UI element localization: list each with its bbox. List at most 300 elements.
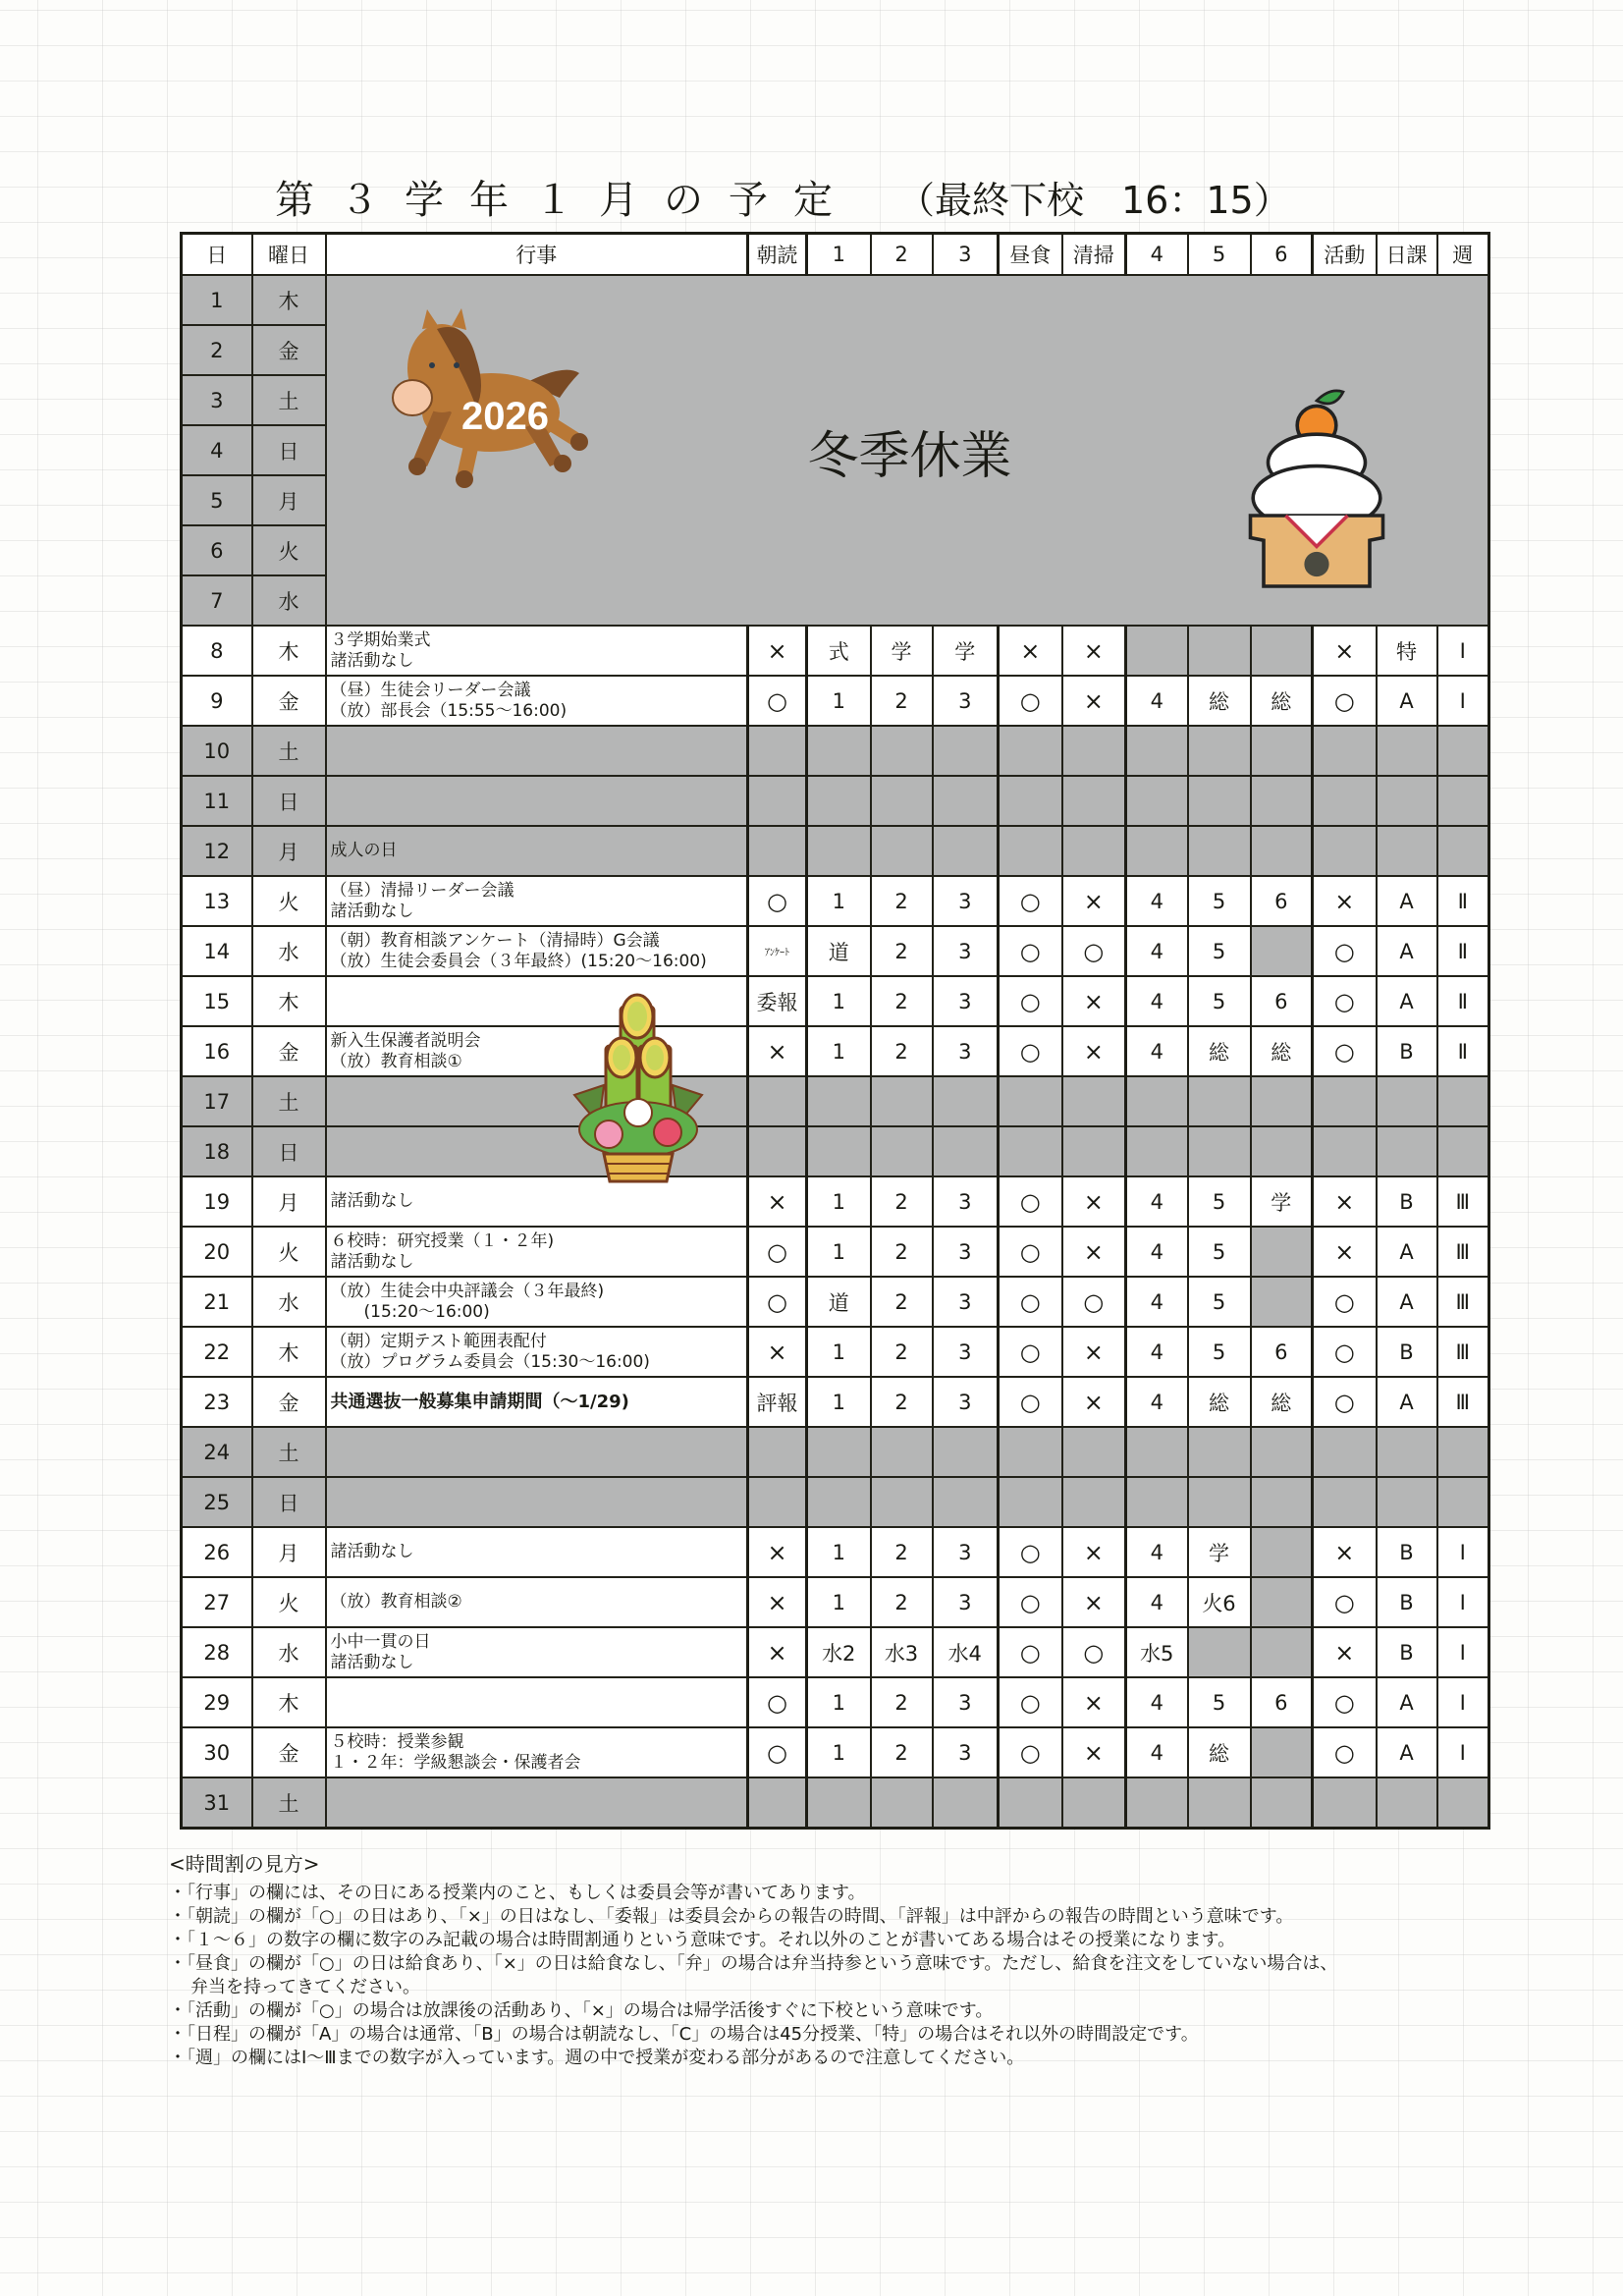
period-cell: 1 (807, 1026, 871, 1076)
period-cell (1313, 776, 1377, 826)
period-cell: 総 (1251, 1377, 1313, 1427)
period-cell (1251, 926, 1313, 976)
period-cell: 4 (1126, 1026, 1188, 1076)
period-cell: ○ (1313, 1677, 1377, 1727)
weekday: 火 (252, 1227, 326, 1277)
period-cell: 学 (933, 626, 999, 676)
day-number: 17 (182, 1076, 252, 1126)
event-line: （朝）定期テスト範囲表配付 (330, 1331, 547, 1351)
page-title (275, 169, 1453, 224)
period-cell (1377, 1427, 1437, 1477)
event-line: （放）教育相談② (330, 1592, 462, 1612)
period-cell (999, 1427, 1062, 1477)
period-cell: 学 (1188, 1527, 1251, 1577)
period-cell (1188, 1076, 1251, 1126)
period-cell (1437, 1427, 1489, 1477)
period-cell: × (1313, 1176, 1377, 1227)
weekday: 金 (252, 325, 326, 375)
period-cell: × (1062, 1026, 1126, 1076)
period-cell: 総 (1251, 1026, 1313, 1076)
period-cell (1251, 1126, 1313, 1176)
weekday: 木 (252, 626, 326, 676)
period-cell: Ⅱ (1437, 926, 1489, 976)
period-cell: 2 (871, 876, 933, 926)
period-cell (1251, 1727, 1313, 1777)
legend-notes (169, 1852, 1504, 2070)
event-cell (326, 1577, 748, 1627)
table-row (182, 1427, 1489, 1477)
table-row (182, 676, 1489, 726)
event-cell (326, 1627, 748, 1677)
period-cell: 5 (1188, 926, 1251, 976)
period-cell (1377, 1477, 1437, 1527)
period-cell: ○ (999, 1727, 1062, 1777)
period-cell (807, 1126, 871, 1176)
period-cell: ○ (748, 676, 807, 726)
period-cell: 総 (1188, 1727, 1251, 1777)
period-cell (1437, 826, 1489, 876)
period-cell: × (1313, 1227, 1377, 1277)
weekday: 月 (252, 475, 326, 525)
day-number: 7 (182, 575, 252, 626)
period-cell: ○ (999, 1227, 1062, 1277)
period-cell (1251, 1777, 1313, 1829)
period-cell (933, 826, 999, 876)
day-number: 1 (182, 275, 252, 325)
event-cell (326, 876, 748, 926)
period-cell (1188, 1427, 1251, 1477)
event-cell (326, 626, 748, 676)
period-cell (1126, 726, 1188, 776)
notes-heading: <時間割の見方> (169, 1852, 320, 1876)
period-cell (1377, 1126, 1437, 1176)
period-cell: × (999, 626, 1062, 676)
period-cell: 5 (1188, 1176, 1251, 1227)
period-cell (1377, 826, 1437, 876)
weekday: 金 (252, 676, 326, 726)
event-line: １・２年：学級懇談会・保護者会 (330, 1752, 581, 1773)
event-line: （昼）生徒会リーダー会議 (330, 680, 531, 700)
weekday: 金 (252, 1377, 326, 1427)
horse-2026-icon (378, 304, 614, 491)
period-cell: 5 (1188, 1227, 1251, 1277)
table-row (182, 1627, 1489, 1677)
period-cell (807, 1477, 871, 1527)
period-cell: 1 (807, 876, 871, 926)
table-row (182, 826, 1489, 876)
period-cell: × (748, 1026, 807, 1076)
period-cell: 2 (871, 1176, 933, 1227)
period-cell: × (748, 1527, 807, 1577)
period-cell (807, 726, 871, 776)
period-cell: 特 (1377, 626, 1437, 676)
period-cell: 3 (933, 976, 999, 1026)
event-line: 諸活動なし (330, 1542, 414, 1561)
period-cell (1126, 1076, 1188, 1126)
table-row (182, 776, 1489, 826)
period-cell (1251, 726, 1313, 776)
weekday: 土 (252, 1427, 326, 1477)
period-cell: B (1377, 1327, 1437, 1377)
period-cell: 5 (1188, 876, 1251, 926)
period-cell (1126, 626, 1188, 676)
table-row (182, 726, 1489, 776)
period-cell: 5 (1188, 1677, 1251, 1727)
table-row (182, 1477, 1489, 1527)
period-cell: 総 (1188, 1026, 1251, 1076)
period-cell: Ⅲ (1437, 1176, 1489, 1227)
period-cell (1313, 1427, 1377, 1477)
period-cell: 4 (1126, 1327, 1188, 1377)
period-cell: ○ (1313, 976, 1377, 1026)
event-line: （朝）教育相談アンケート（清掃時）G会議 (330, 930, 660, 951)
period-cell (1062, 1477, 1126, 1527)
period-cell: A (1377, 1727, 1437, 1777)
weekday: 水 (252, 1277, 326, 1327)
event-line: 諸活動なし (330, 1652, 414, 1672)
period-cell (1251, 1227, 1313, 1277)
period-cell (748, 1777, 807, 1829)
day-number: 18 (182, 1126, 252, 1176)
period-cell: 学 (1251, 1176, 1313, 1227)
period-cell (748, 776, 807, 826)
period-cell: ○ (999, 1677, 1062, 1727)
period-cell: ○ (999, 1026, 1062, 1076)
table-row (182, 1727, 1489, 1777)
event-cell (326, 776, 748, 826)
event-cell (326, 826, 748, 876)
period-cell: A (1377, 676, 1437, 726)
period-cell (1313, 1076, 1377, 1126)
weekday: 月 (252, 826, 326, 876)
day-number: 5 (182, 475, 252, 525)
period-cell (871, 726, 933, 776)
weekday: 木 (252, 1677, 326, 1727)
table-row (182, 626, 1489, 676)
period-cell: A (1377, 1227, 1437, 1277)
period-cell: ○ (999, 1527, 1062, 1577)
period-cell (871, 826, 933, 876)
period-cell (1377, 776, 1437, 826)
period-cell: ○ (999, 926, 1062, 976)
period-cell: ○ (1313, 1577, 1377, 1627)
period-cell: 5 (1188, 976, 1251, 1026)
period-cell: 2 (871, 1327, 933, 1377)
event-cell (326, 1727, 748, 1777)
period-cell: 水2 (807, 1627, 871, 1677)
period-cell: × (1313, 876, 1377, 926)
period-cell: 4 (1126, 676, 1188, 726)
day-number: 29 (182, 1677, 252, 1727)
period-cell: A (1377, 1377, 1437, 1427)
period-cell (807, 776, 871, 826)
weekday: 日 (252, 425, 326, 475)
day-number: 4 (182, 425, 252, 475)
winter-break-label: 冬季休業 (807, 426, 1012, 486)
weekday: 火 (252, 525, 326, 575)
period-cell: ○ (999, 876, 1062, 926)
weekday: 土 (252, 375, 326, 425)
period-cell: Ⅲ (1437, 1277, 1489, 1327)
event-line: 諸活動なし (330, 650, 414, 671)
period-cell: ○ (748, 876, 807, 926)
period-cell: Ⅰ (1437, 626, 1489, 676)
period-cell: 6 (1251, 1327, 1313, 1377)
table-row (182, 1126, 1489, 1176)
weekday: 日 (252, 776, 326, 826)
event-cell (326, 1527, 748, 1577)
period-cell: × (1313, 1527, 1377, 1577)
col-period-6: 6 (1251, 234, 1313, 276)
event-line: 諸活動なし (330, 901, 414, 921)
col-lunch: 昼食 (999, 234, 1062, 276)
period-cell: 2 (871, 1277, 933, 1327)
period-cell: Ⅱ (1437, 876, 1489, 926)
period-cell: 6 (1251, 1677, 1313, 1727)
day-number: 11 (182, 776, 252, 826)
event-line: ３学期始業式 (330, 629, 431, 650)
period-cell: 1 (807, 1227, 871, 1277)
event-line: 諸活動なし (330, 1251, 414, 1272)
period-cell: 3 (933, 1227, 999, 1277)
period-cell: × (1062, 1677, 1126, 1727)
period-cell (1126, 776, 1188, 826)
period-cell: × (1062, 1327, 1126, 1377)
weekday: 月 (252, 1527, 326, 1577)
period-cell: 3 (933, 1377, 999, 1427)
day-number: 27 (182, 1577, 252, 1627)
period-cell: ○ (1313, 926, 1377, 976)
period-cell (1126, 1126, 1188, 1176)
table-row (182, 275, 1489, 325)
period-cell (1437, 1126, 1489, 1176)
period-cell (1188, 1477, 1251, 1527)
period-cell: A (1377, 926, 1437, 976)
period-cell: 2 (871, 1577, 933, 1627)
period-cell (1126, 1777, 1188, 1829)
table-row (182, 1377, 1489, 1427)
period-cell (871, 1427, 933, 1477)
event-cell (326, 1227, 748, 1277)
weekday: 木 (252, 976, 326, 1026)
event-line: ６校時：研究授業（１・２年) (330, 1230, 555, 1251)
table-row (182, 1176, 1489, 1227)
table-row (182, 1527, 1489, 1577)
weekday: 火 (252, 876, 326, 926)
kadomatsu-icon (565, 987, 712, 1183)
period-cell (1126, 826, 1188, 876)
table-row (182, 1327, 1489, 1377)
period-cell: 4 (1126, 1527, 1188, 1577)
period-cell (748, 726, 807, 776)
period-cell (871, 1126, 933, 1176)
period-cell: 3 (933, 1527, 999, 1577)
period-cell: B (1377, 1527, 1437, 1577)
event-line: （放）プログラム委員会（15:30～16:00) (330, 1351, 650, 1372)
period-cell (1188, 626, 1251, 676)
period-cell (999, 826, 1062, 876)
period-cell: 総 (1188, 676, 1251, 726)
col-period-1: 1 (807, 234, 871, 276)
schedule-table (180, 232, 1490, 1830)
period-cell: 4 (1126, 1727, 1188, 1777)
day-number: 25 (182, 1477, 252, 1527)
period-cell: 3 (933, 926, 999, 976)
period-cell: 2 (871, 1227, 933, 1277)
period-cell: 学 (871, 626, 933, 676)
title-main: 第３学年１月の予定 (275, 177, 858, 223)
period-cell: 評報 (748, 1377, 807, 1427)
period-cell: 5 (1188, 1277, 1251, 1327)
day-number: 8 (182, 626, 252, 676)
period-cell (1062, 1126, 1126, 1176)
col-period-2: 2 (871, 234, 933, 276)
note-item: ・「活動」の欄が「○」の場合は放課後の活動あり、「×」の場合は帰学活後すぐに下校という意味です。 (169, 2000, 994, 2021)
period-cell (1251, 1427, 1313, 1477)
event-line: 新入生保護者説明会 (330, 1030, 481, 1051)
period-cell (1377, 1777, 1437, 1829)
day-number: 13 (182, 876, 252, 926)
note-item: ・「朝読」の欄が「○」の日はあり、「×」の日はなし、「委報」は委員会からの報告の時間、「評報」は中評からの報告の時間という意味です。 (169, 1906, 1294, 1927)
period-cell (933, 726, 999, 776)
period-cell: × (748, 1176, 807, 1227)
period-cell: 2 (871, 926, 933, 976)
period-cell (1188, 726, 1251, 776)
table-row (182, 1277, 1489, 1327)
period-cell: ○ (1062, 1277, 1126, 1327)
col-period-3: 3 (933, 234, 999, 276)
period-cell (1313, 1477, 1377, 1527)
period-cell (933, 776, 999, 826)
period-cell: 1 (807, 1577, 871, 1627)
period-cell (1062, 1427, 1126, 1477)
period-cell: 水5 (1126, 1627, 1188, 1677)
winter-break-block (326, 275, 1489, 626)
period-cell (1062, 1777, 1126, 1829)
period-cell (1437, 1076, 1489, 1126)
period-cell: 1 (807, 1327, 871, 1377)
period-cell: × (1313, 626, 1377, 676)
period-cell: 3 (933, 1577, 999, 1627)
period-cell (1062, 826, 1126, 876)
table-row (182, 926, 1489, 976)
day-number: 10 (182, 726, 252, 776)
period-cell (1062, 726, 1126, 776)
period-cell: 4 (1126, 1227, 1188, 1277)
period-cell: 6 (1251, 876, 1313, 926)
period-cell: 3 (933, 676, 999, 726)
period-cell: × (1062, 876, 1126, 926)
table-row (182, 1227, 1489, 1277)
period-cell: 3 (933, 876, 999, 926)
event-line: 小中一貫の日 (330, 1631, 431, 1652)
period-cell: 2 (871, 1677, 933, 1727)
period-cell (807, 1777, 871, 1829)
period-cell: ○ (999, 1327, 1062, 1377)
period-cell: 2 (871, 976, 933, 1026)
period-cell: ○ (1062, 926, 1126, 976)
period-cell: × (1062, 1527, 1126, 1577)
period-cell (999, 776, 1062, 826)
period-cell (1313, 726, 1377, 776)
period-cell (1062, 776, 1126, 826)
period-cell (1437, 776, 1489, 826)
period-cell (1251, 1076, 1313, 1126)
period-cell (748, 1076, 807, 1126)
weekday: 火 (252, 1577, 326, 1627)
event-line: (15:20～16:00) (330, 1301, 490, 1322)
period-cell: B (1377, 1176, 1437, 1227)
event-cell (326, 1176, 748, 1227)
day-number: 22 (182, 1327, 252, 1377)
period-cell (1377, 1076, 1437, 1126)
col-weekday: 曜日 (252, 234, 326, 276)
col-morning-reading: 朝読 (748, 234, 807, 276)
day-number: 6 (182, 525, 252, 575)
event-line: ５校時：授業参観 (330, 1731, 464, 1752)
period-cell (1313, 1777, 1377, 1829)
weekday: 土 (252, 1076, 326, 1126)
day-number: 28 (182, 1627, 252, 1677)
period-cell: × (1062, 1727, 1126, 1777)
period-cell (1437, 1477, 1489, 1527)
note-item: 弁当を持ってきてください。 (190, 1977, 420, 1997)
weekday: 水 (252, 575, 326, 626)
period-cell: 1 (807, 1377, 871, 1427)
period-cell: 道 (807, 926, 871, 976)
period-cell (999, 726, 1062, 776)
period-cell (933, 1126, 999, 1176)
event-line: （放）生徒会中央評議会（３年最終) (330, 1281, 605, 1301)
period-cell: 3 (933, 1026, 999, 1076)
period-cell: ○ (999, 1176, 1062, 1227)
period-cell: 1 (807, 1727, 871, 1777)
period-cell (1188, 826, 1251, 876)
note-item: ・「週」の欄にはⅠ～Ⅲまでの数字が入っています。週の中で授業が変わる部分があるので注意してください。 (169, 2048, 1025, 2068)
period-cell: × (1313, 1627, 1377, 1677)
period-cell: ○ (1313, 1377, 1377, 1427)
period-cell: × (1062, 1377, 1126, 1427)
day-number: 30 (182, 1727, 252, 1777)
period-cell: 火6 (1188, 1577, 1251, 1627)
period-cell: ○ (1062, 1627, 1126, 1677)
period-cell: 4 (1126, 976, 1188, 1026)
period-cell: Ⅰ (1437, 1577, 1489, 1627)
period-cell: 式 (807, 626, 871, 676)
period-cell: 2 (871, 676, 933, 726)
event-cell (326, 926, 748, 976)
day-number: 12 (182, 826, 252, 876)
period-cell: 水3 (871, 1627, 933, 1677)
period-cell (1251, 626, 1313, 676)
period-cell: 1 (807, 1176, 871, 1227)
period-cell: A (1377, 976, 1437, 1026)
period-cell: Ⅰ (1437, 1677, 1489, 1727)
col-schedule-type: 日課 (1377, 234, 1437, 276)
period-cell (748, 826, 807, 876)
period-cell: 3 (933, 1327, 999, 1377)
period-cell (748, 1427, 807, 1477)
note-item: ・「行事」の欄には、その日にある授業内のこと、もしくは委員会等が書いてあります。 (169, 1883, 866, 1903)
period-cell: ○ (999, 1377, 1062, 1427)
period-cell: × (748, 1627, 807, 1677)
event-line: （放）部長会（15:55～16:00) (330, 700, 568, 721)
period-cell (1251, 1477, 1313, 1527)
period-cell (1251, 776, 1313, 826)
day-number: 16 (182, 1026, 252, 1076)
note-item: ・「１～６」の数字の欄に数字のみ記載の場合は時間割通りという意味です。それ以外のことが書いてある場合はその授業になります。 (169, 1930, 1236, 1950)
period-cell: × (1062, 1577, 1126, 1627)
